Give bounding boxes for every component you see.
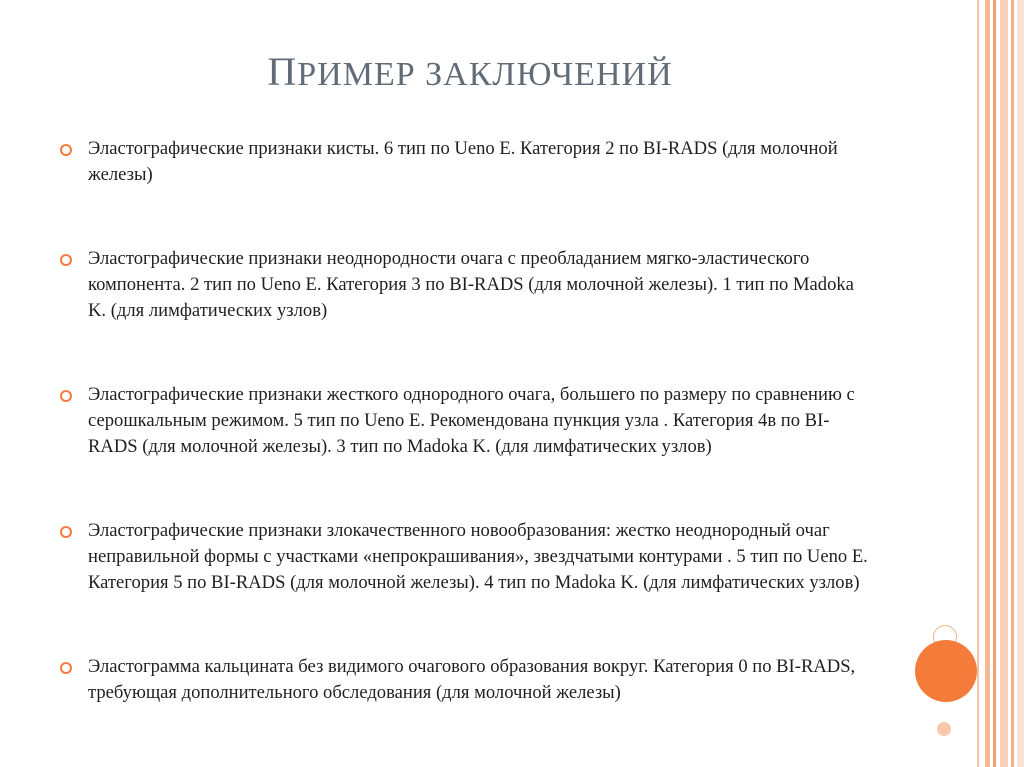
border-stripe xyxy=(1011,0,1014,767)
list-item xyxy=(56,518,876,596)
list-item-text: Эластографические признаки кисты. 6 тип по Ueno E. Категория 2 по BI-RADS (для молочной железы) xyxy=(88,138,838,185)
list-item-text: Эластограмма кальцината без видимого очагового образования вокруг. Категория 0 по BI-RADS, требующая дополнительного обследования (для молочной железы) xyxy=(88,656,856,703)
title-rest-2: ЗАКЛЮЧЕНИЙ xyxy=(425,56,673,93)
bullet-circle-icon xyxy=(60,254,72,266)
list-item xyxy=(56,246,876,324)
border-stripe xyxy=(1000,0,1008,767)
bullet-circle-icon xyxy=(60,662,72,674)
border-stripe xyxy=(1017,0,1024,767)
bullet-circle-icon xyxy=(60,526,72,538)
title-rest: РИМЕР xyxy=(297,56,426,93)
list-item-text: Эластографические признаки неоднородности очага с преобладанием мягко-эластического компонента. 2 тип по Ueno E. Категория 3 по BI-RADS (для молочной железы). 1 тип по Madoka K. (для лимфатических узлов) xyxy=(88,248,854,321)
decorative-small-circle xyxy=(937,722,951,736)
bullet-circle-icon xyxy=(60,144,72,156)
border-stripe xyxy=(993,0,996,767)
list-item xyxy=(56,382,876,460)
title-first-letter: П xyxy=(267,49,298,94)
border-stripe xyxy=(977,0,979,767)
list-item xyxy=(56,654,876,706)
list-item-text: Эластографические признаки жесткого однородного очага, большего по размеру по сравнению с серошкальным режимом. 5 тип по Ueno E. Рекомендована пункция узла . Категория 4в по BI-RADS (для молочной железы). 3 тип по Madoka K. (для лимфатических узлов) xyxy=(88,384,855,457)
list-item xyxy=(56,136,876,188)
bullet-circle-icon xyxy=(60,390,72,402)
decorative-orange-circle xyxy=(915,640,977,702)
border-stripe xyxy=(985,0,990,767)
slide-title xyxy=(0,48,940,95)
bullet-list xyxy=(56,136,876,764)
list-item-text: Эластографические признаки злокачественного новообразования: жестко неоднородный очаг неправильной формы с участками «непрокрашивания», звездчатыми контурами . 5 тип по Ueno E. Категория 5 по BI-RADS (для молочной железы). 4 тип по Madoka K. (для лимфатических узлов) xyxy=(88,520,868,593)
